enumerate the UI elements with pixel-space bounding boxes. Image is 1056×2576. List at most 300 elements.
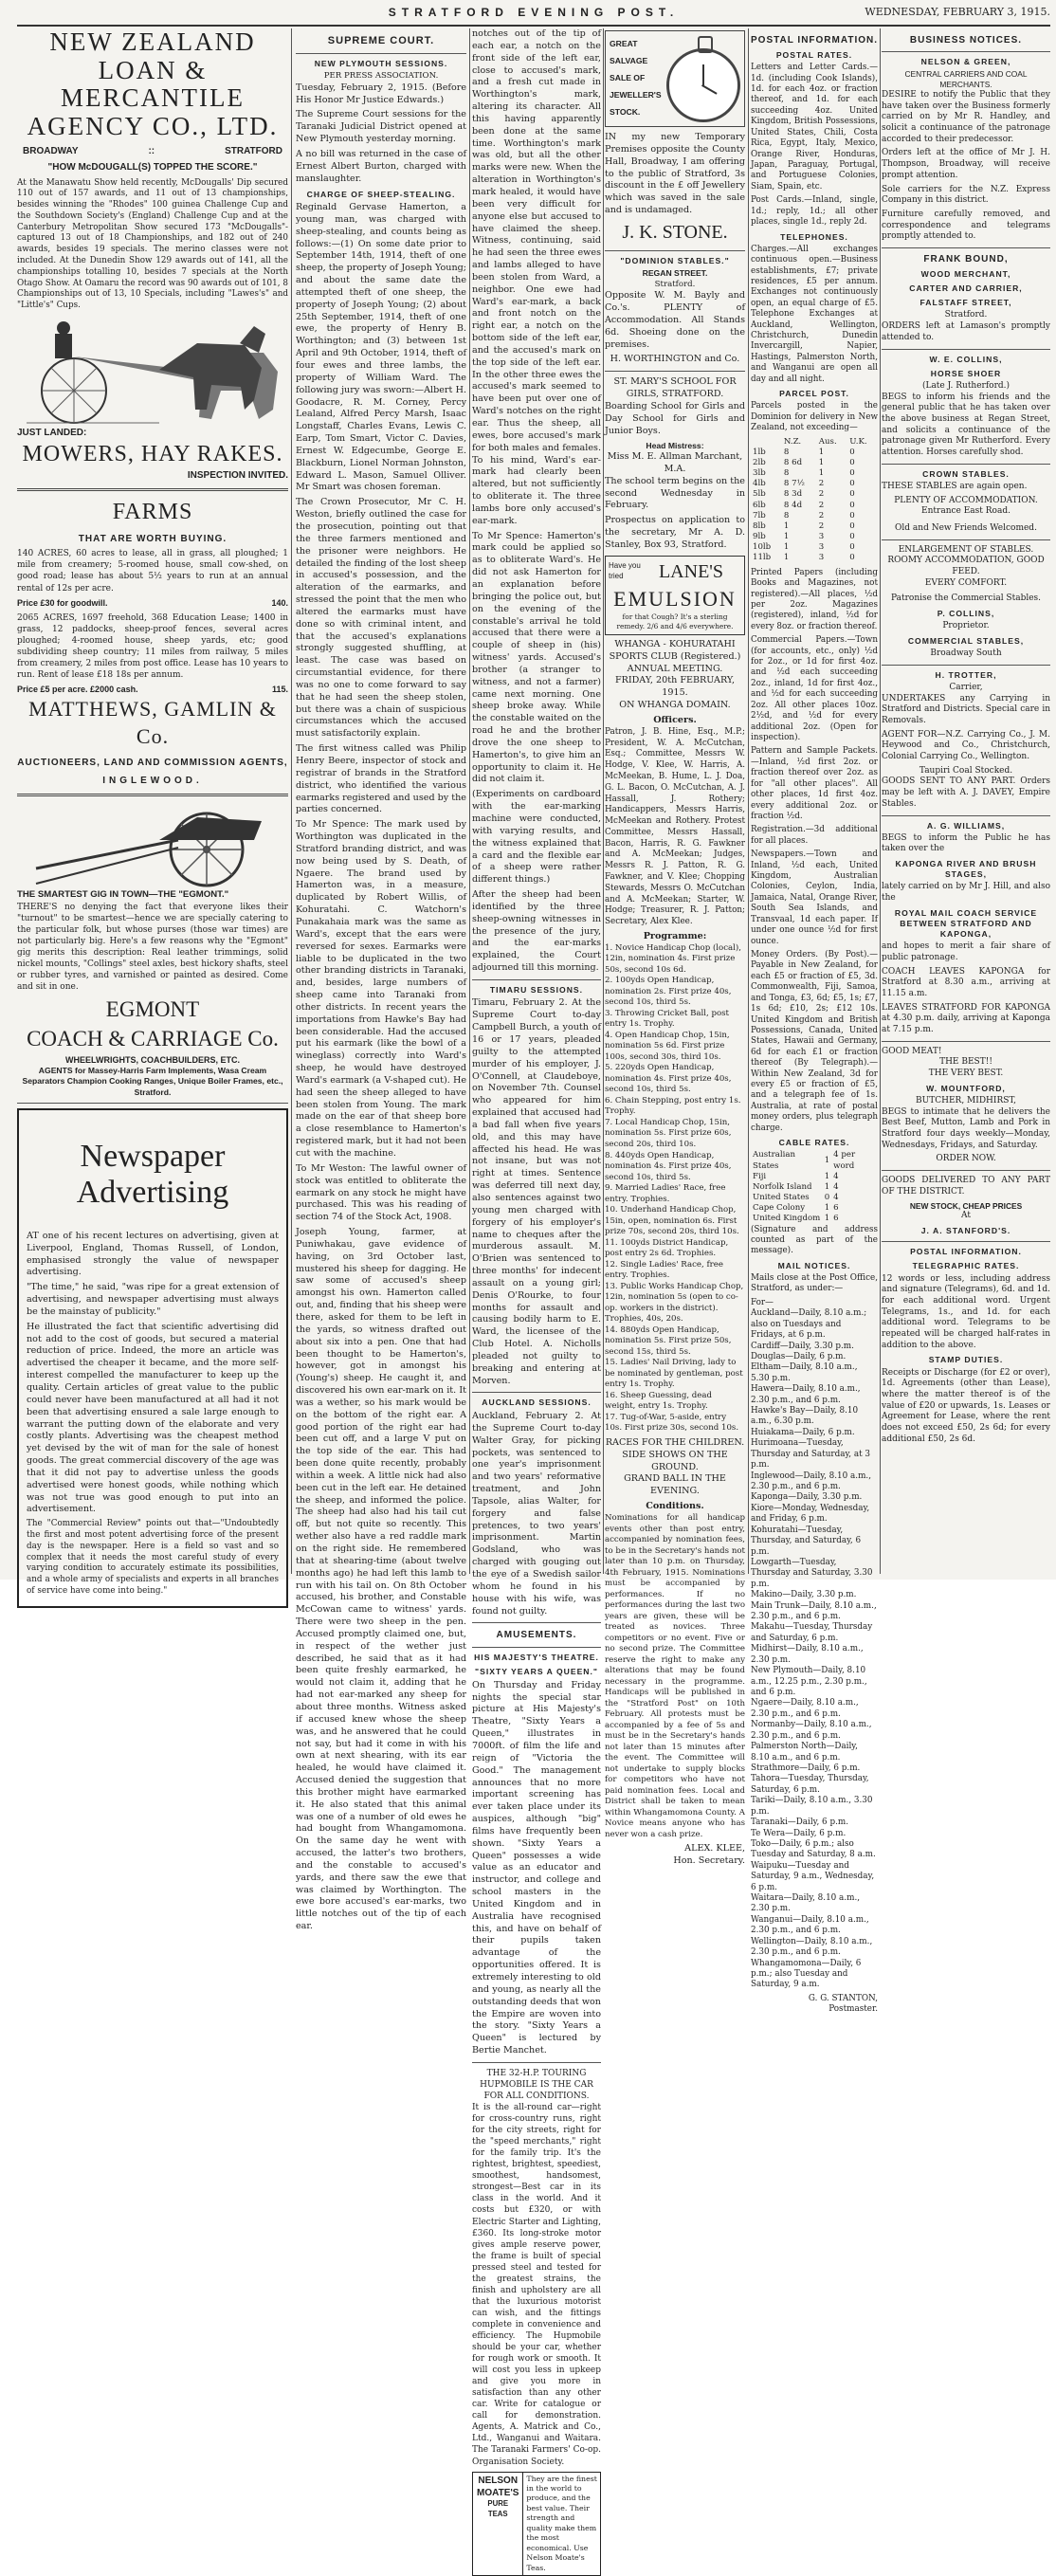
divider xyxy=(882,1241,1050,1242)
parcel-cell: 0 xyxy=(849,479,855,489)
collins-body: BEGS to inform his friends and the general public that he has taken over the above business at Regan Street, and solicits a continuance of the patronage given Mr Rutherford. Every attention. Horses carefully shod. xyxy=(882,392,1050,457)
whanga-club: WHANGA - KOHURATAHI SPORTS CLUB (Registered.) xyxy=(609,638,741,662)
divider xyxy=(17,794,288,796)
divider xyxy=(296,53,466,54)
officers-heading: Officers. xyxy=(653,714,697,725)
nz-quote: "HOW McDOUGALL(S) TOPPED THE SCORE." xyxy=(47,162,258,174)
meeting-domain: ON WHANGA DOMAIN. xyxy=(619,700,731,711)
newspaper-advertising-article xyxy=(17,1108,288,1608)
court-p6: To Mr Spence: The mark used by Worthington was duplicated in the Stratford branding district, and was now being used by S. Death, of Ngaere. The brand used by Hamerton was, in a measure, duplicated by Robert Willis, of Kohuratahi. C. Watchorn's Punakahaia mark was the same as Ward's, except that the ears were reversed for sexes. Earmarks were liable to be duplicated in the two other branding districts in Taranaki, and, besides, large numbers of sheep came into Taranaki from other districts. In recent years the importations from Hawke's Bay had been considerable. Had the accused put his earmark (like the bowl of a wineglass) correctly into Ward's sheep, he would have destroyed Ward's earmark (a V-shaped cut). He had seen the sheep alleged to have been stolen from Young. The mark made on the ear of that sheep bore a close resemblance to Hamerton's registered mark, but it had not been cut with the machine. xyxy=(296,819,466,1159)
auckland-body: Auckland, February 2. At the Supreme Court to-day Walter Gray, for picking pockets, was sentenced to one year's imprisonment and two years' reformative treatment, and John Tapsole, alias Walter, for forgery and false pretences, to two years' imprisonment. Martin Godsland, who was charged with gouging out the eye of a Swedish sailor whom he found in his house with his wife, was found not guilty. xyxy=(472,1411,601,1617)
enlargement: ENLARGEMENT OF STABLES. xyxy=(898,544,1034,555)
programme-event: 17. Tug-of-War, 5-aside, entry 10s. First prize 30s, second 10s. xyxy=(605,1412,739,1434)
parcel-cell: 0 xyxy=(849,542,855,553)
coach-company: COACH & CARRIAGE Co. xyxy=(27,1026,279,1050)
nelson-green: NELSON & GREEN, xyxy=(920,57,1011,66)
nz-title-2: LOAN & MERCANTILE xyxy=(61,55,245,113)
salvage-line-4: JEWELLER'S xyxy=(610,90,662,100)
parcel-cell: 1 xyxy=(818,447,825,457)
pocket-watch-illustration xyxy=(666,35,740,122)
cable-cell: 1 xyxy=(824,1214,830,1224)
annual-meeting: ANNUAL MEETING. xyxy=(627,663,723,674)
programme-list xyxy=(605,943,745,1434)
officers-body: Patron, J. B. Hine, Esq., M.P.; President, W. A. McCutchan, Esq.; Committee, Messrs W. Hodge, V. Klee, W. Harris, A. McMeekan, B. Hume, L. J. Doa, G. L. Bacon, O. McCutchan, A. J. Hassall, J. Rothery; Handicappers, Messrs Harris, McMeekan and Rothery. Protest Committee, Messrs Hassall, Bacon, Harris, R. G. Fawkner and A. McMeekan; Judges, Messrs R. J. Patton, R. G. Fawkner, and V. Klee; Chopping Stewards, Messrs O. McCutchan and A. McMeekan; Starter, W. Hodge; Treasurer, R. J. Patton; Secretary, Alex Klee. xyxy=(605,726,745,927)
divider xyxy=(17,488,288,491)
cable-row xyxy=(751,1150,878,1171)
farm-1-price-row xyxy=(17,597,288,609)
parcel-heading: PARCEL POST. xyxy=(779,389,849,399)
gig-illustration xyxy=(17,802,288,889)
divider xyxy=(882,464,1050,465)
cable-cell: United Kingdom xyxy=(753,1214,821,1224)
entrance-east-road: Entrance East Road. xyxy=(921,506,1010,517)
mail-item: Douglas—Daily, 6 p.m. xyxy=(751,1351,847,1361)
nz-loan-advert xyxy=(17,28,288,483)
parcel-cell: 0 xyxy=(849,457,855,467)
stamp-duties: STAMP DUTIES. xyxy=(928,1355,1004,1365)
divider xyxy=(472,1647,601,1648)
salvage-sale-advert xyxy=(605,30,745,127)
trotter-body: UNDERTAKES any Carrying in Stratford and Districts. Special care in Removals. xyxy=(882,693,1050,725)
nz-title-3: AGENCY CO., LTD. xyxy=(27,112,279,141)
parcel-header-uk: U.K. xyxy=(849,436,867,447)
parcel-cell: 3 xyxy=(818,532,825,542)
sheep-stealing-heading: CHARGE OF SHEEP-STEALING. xyxy=(306,189,456,199)
cable-cell: 4 xyxy=(833,1193,839,1203)
pure-teas: PURE TEAS xyxy=(487,2499,509,2518)
parcel-cell: 2 xyxy=(818,500,825,510)
prospectus: Prospectus on application to the secretary, Mr A. D. Stanley, Box 93, Stratford. xyxy=(605,515,745,550)
farms-subheading: THAT ARE WORTH BUYING. xyxy=(78,534,228,544)
column-divider xyxy=(880,28,881,1574)
parcel-cell: 8 xyxy=(783,468,790,479)
parcel-cell: 2 xyxy=(818,489,825,500)
column-5 xyxy=(751,28,878,2015)
supreme-court-heading: SUPREME COURT. xyxy=(327,35,435,46)
programme-event: 7. Local Handicap Chop, 15in, nomination 5s. First prize 60s, second 20s, third 10s. xyxy=(605,1117,732,1149)
pattern-packets: Pattern and Sample Packets.—Inland, ½d first 2oz. or fraction thereof over 2oz. as for "all other places". All other places, 1d first 4oz. every additional 2oz. or fraction ½d. xyxy=(751,746,878,821)
parcel-cell: 8lb xyxy=(753,521,766,531)
inspection-invited: INSPECTION INVITED. xyxy=(187,470,288,482)
stone-body: IN my new Temporary Premises opposite the County Hall, Broadway, I am offering to the public of Stratford, 3s discount in the £ off Jewellery which was saved in the sale and is undamaged. xyxy=(605,132,745,216)
newspaper-title: STRATFORD EVENING POST. xyxy=(388,6,680,19)
moate-name: MOATE'S xyxy=(477,2487,519,2498)
telephones-body: Charges.—All exchanges continuous open.—Business establishments, £7; private residences, £5 per annum. Exchanges not continuously open, an equal charge of £5. Telephone Exchanges at Auckland, Wellington, Christchurch, Dunedin Invercargill, Napier, Hastings, Palmerston North, and Wanganui are open all day and all night. xyxy=(751,244,878,384)
parcel-row xyxy=(751,542,878,553)
watch-hour-hand xyxy=(702,64,704,85)
at-word: At xyxy=(961,1211,971,1221)
salvage-line-5: STOCK. xyxy=(610,107,641,118)
programme-heading: Programme: xyxy=(643,930,707,941)
programme-event: 6. Chain Stepping, post entry 1s. Trophy. xyxy=(605,1095,741,1117)
horse-shoer: HORSE SHOER xyxy=(930,368,1002,378)
parcel-header-nz: N.Z. xyxy=(783,436,802,447)
mail-item: Tariki—Daily, 8.10 a.m., 3.30 p.m. xyxy=(751,1796,873,1817)
parcel-cell: 0 xyxy=(849,553,855,563)
cable-cell: 4 xyxy=(833,1181,839,1192)
williams-body: BEGS to inform the Public he has taken over the xyxy=(882,832,1050,854)
wood-merchant: WOOD MERCHANT, xyxy=(920,268,1011,279)
adv-paragraph-1: AT one of his recent lectures on advertising, given at Liverpool, England, Thomas Russell, of London, emphasised strongly the value of newspaper advertising. xyxy=(27,1230,279,1278)
mail-item: For— xyxy=(751,1297,774,1307)
boarding-text: Boarding School for Girls and Day School for Girls and Junior Boys. xyxy=(605,401,745,436)
mowers-heading: MOWERS, HAY RAKES. xyxy=(22,442,283,467)
parcel-cell: 8 4d xyxy=(783,500,803,510)
telegraphic-rates: TELEGRAPHIC RATES. xyxy=(912,1261,1020,1271)
money-orders: Money Orders. (By Post).—Payable in New Zealand, for each £5 or fraction of £5, 3d. Commonwealth, Fiji, Samoa, and Tonga, £3, 6d; £5, 1s; £7, 1s 6d; £10, 2s; £12 10s. United Kingdom and British Possessions, Canada, United States, Hawaii and Germany, 6d for each £1 or fraction thereof (By Telegraph).—Within New Zealand, 3d for every £5 or fraction of £5, and a telegraph fee of 1s. Australia, at rate of postal money orders, plus telegraph charge. xyxy=(751,950,878,1133)
cable-cell: United States xyxy=(753,1193,810,1203)
parcel-cell: 7lb xyxy=(753,510,766,521)
parcel-row xyxy=(751,458,878,468)
parcel-cell: 8 3d xyxy=(783,489,803,500)
postmaster-title: Postmaster. xyxy=(828,2004,878,2015)
programme-event: 1. Novice Handicap Chop (local), 12in, nomination 4s. First prize 50s, second 10s 6d. xyxy=(605,942,741,975)
crown-stables: CROWN STABLES. xyxy=(922,468,1010,479)
parcel-cell: 0 xyxy=(849,532,855,542)
parcel-cell: 0 xyxy=(849,468,855,479)
mail-item: Inglewood—Daily, 8.10 a.m., 2.30 p.m., and 6 p.m. xyxy=(751,1471,872,1491)
sixty-years-heading: "SIXTY YEARS A QUEEN." xyxy=(475,1667,598,1677)
plenty-accommodation: PLENTY OF ACCOMMODATION. xyxy=(894,495,1038,505)
salvage-line-3: SALE OF xyxy=(610,73,646,83)
parcel-cell: 1 xyxy=(818,457,825,467)
regan-town: Stratford. xyxy=(654,279,696,289)
mail-item: Kaponga—Daily, 3.30 p.m. xyxy=(751,1492,863,1503)
signature-title: Hon. Secretary. xyxy=(673,1855,745,1867)
goods-sent: GOODS SENT TO ANY PART. Orders may be left with A. J. DAVEY, Empire Stables. xyxy=(882,776,1050,809)
worthington: H. WORTHINGTON and Co. xyxy=(610,354,740,365)
salvage-line-2: SALVAGE xyxy=(610,56,648,66)
nz-address-mid: :: xyxy=(148,145,155,156)
nelson-green-orders: Orders left at the office of Mr J. H. Thompson, Broadway, will receive prompt attention. xyxy=(882,148,1050,180)
court-p7: To Mr Weston: The lawful owner of stock was entitled to obliterate the earmark on any stock he might have purchased. This was his reading of section 74 of the Stock Act, 1908. xyxy=(296,1162,466,1223)
telegraphic-body: 12 words or less, including address and signature (Telegrams), 6d. and 1d. for each additional word. Urgent Telegrams, 1s., and 1d. for each additional word. Telegrams to be repeated will be charged half-rates in addition to the above. xyxy=(882,1273,1050,1350)
parcel-row xyxy=(751,479,878,489)
coach-leaves-kaponga: COACH LEAVES KAPONGA for Stratford at 8.30 a.m., arriving at 11.15 a.m. xyxy=(882,966,1050,999)
programme-event: 8. 440yds Open Handicap, nomination 4s. First prize 40s, second 10s, third 5s. xyxy=(605,1150,732,1182)
parcel-row xyxy=(751,532,878,542)
nelson-moate-advert xyxy=(472,2472,601,2576)
hupmobile-body: It is the all-round car—right for cross-country runs, right for the city streets, right for the "speed merchants," right for the family trip. It's the rightest, brightest, speediest, smoothest, handsomest, strongest—Best car in its class in the world. And it costs but £320, or with Electric Starter and Lighting, £360. Its long-stroke motor gives ample reserve power, the frame is built of special pressed steel and tested for the greatest strains, the finish and upholstery are all that the luxurious motorist can wish, and the fittings complete in convenience and efficiency. The Hupmobile should be your car, whether for rough work or smooth. It will cost you less in upkeep and give you more in satisfaction than any other car. Write for catalogue or call for demonstration. Agents, A. Matrick and Co., Ltd., Wanganui and Waitara. The Taranaki Farmers' Co-op. Organisation Society. xyxy=(472,2103,601,2467)
conditions-body: Nominations for all handicap events other than post entry, accompanied by nomination fees, to be in the Secretary's hands not later than 10 p.m. on Thursday, 4th February, 1915. Nominations must be accompanied by performances. If no performances during the last two years are given, these will be treated as novices. Three competitors or no event. Five or no second prize. The Committee reserve the right to make any alterations that may be found necessary in the programme. Handicaps will be published in the "Stratford Post" on 10th February. All protests must be accompanied by a fee of 5s and must be in the Secretary's hands not later than 15 minutes after the event. The Committee will not undertake to supply blocks for competitors who have not paid nomination fees. Local and District shall be taken to mean within Whangamomona County. A Novice means anyone who has never won a cash prize. xyxy=(605,1512,745,1839)
column-divider xyxy=(469,28,470,1574)
matthews-town: INGLEWOOD. xyxy=(102,776,203,787)
column-divider xyxy=(603,28,604,1574)
parcel-header-aus: Aus. xyxy=(818,436,837,447)
cable-cell: 4 xyxy=(833,1171,839,1181)
meeting-date: FRIDAY, 20th FEBRUARY, 1915. xyxy=(614,675,736,699)
parcel-cell: 8 xyxy=(783,510,790,521)
cable-cell: 0 xyxy=(824,1193,830,1203)
parcel-row xyxy=(751,448,878,458)
trotter-carrier: Carrier, xyxy=(949,682,983,692)
nelson-green-furniture: Furniture carefully removed, and correspondence and telegrams promptly attended to. xyxy=(882,209,1050,242)
sixty-years-body: On Thursday and Friday nights the special star picture at His Majesty's Theatre, "Sixty Years a Queen," illustrates in 7000ft. of film the life and reign of "Victoria the Good." The management announces that no more important screening has ever taken place under its auspices, although "big" films have frequently been shown. "Sixty Years a Queen" possesses a wide value as an educator and instructor, and college and school masters in the United Kingdom and in Australia have recognised this, and have on behalf of their pupils taken advantage of the opportunities offered. It is extremely interesting to old and young, as nearly all the outstanding deeds that won the Empire are woven into the story. "Sixty Years a Queen" is lectured by Bertie Manchet. xyxy=(472,1679,601,2056)
egmont-agents: AGENTS for Massey-Harris Farm Implements, Wasa Cream Separators Champion Cooking Ranges, Unique Boiler Frames, etc., Stratford. xyxy=(22,1065,283,1097)
mail-item: Hurimoana—Tuesday, Thursday and Saturday, at 3 p.m. xyxy=(751,1438,871,1471)
parcel-cell: 1 xyxy=(783,542,790,553)
salvage-sale-text xyxy=(610,35,666,122)
letters-rates: Letters and Letter Cards.—1d. (including Cook Islands), 1d. for each 4oz. or fraction thereof, and 1d. for each succeeding 4oz. United Kingdom, British Possessions, United States, Chili, Costa Rica, Egypt, Italy, Mexico, Orange River, Honduras, Japan, Paraguay, Portugal, and Portuguese Colonies, Siam, Spain, etc. xyxy=(751,63,878,192)
court-p4: The Crown Prosecutor, Mr C. H. Weston, briefly outlined the case for the prosecution, pointing out that the three farmers mentioned and the prisoner were neighbors. He detailed the finding of the lost sheep in accused's possession, and the alteration of the earmarks, and stressed the point that the men who altered the earmarks must have done so with criminal intent, and that the accused's explanations strongly suggested shuffling, at least. The case was based on circumstantial evidence, for there was no one to come forward to say that he had seen the sheep stolen, but there was a chain of suspicious circumstances which the accused must satisfactorily explain. xyxy=(296,497,466,740)
mail-item: Te Wera—Daily, 6 p.m. xyxy=(751,1828,847,1838)
farm-1-desc: 140 ACRES, 60 acres to lease, all in grass, all ploughed; 1 mile from creamery; 5-roomed house, small cow-shed, on good road; lease has about 5½ years to run at an annual rental of 12s per acre. xyxy=(17,549,288,594)
collins-name: W. E. COLLINS, xyxy=(929,354,1003,364)
divider xyxy=(882,247,1050,248)
telephones-heading: TELEPHONES. xyxy=(780,231,848,242)
mail-item: Tahora—Tuesday, Thursday, Saturday, 6 p.m. xyxy=(751,1774,869,1795)
postal-info-2: POSTAL INFORMATION. xyxy=(910,1247,1022,1257)
programme-event: 4. Open Handicap Chop, 15in, nomination 5s 6d. First prize 100s, second 30s, third 10s. xyxy=(605,1030,730,1062)
adv-title-1: Newspaper xyxy=(80,1139,226,1175)
mail-heading: MAIL NOTICES. xyxy=(777,1260,851,1270)
amusements-heading: AMUSEMENTS. xyxy=(496,1630,577,1641)
mountford-body: BEGS to intimate that he delivers the Best Beef, Mutton, Lamb and Pork in Stratford four days weekly—Monday, Wednesdays, Fridays, and Saturday. xyxy=(882,1106,1050,1150)
cable-cell: Cape Colony xyxy=(753,1203,806,1214)
divider xyxy=(882,51,1050,52)
cable-row xyxy=(751,1214,878,1224)
stanton-name: G. G. STANTON, xyxy=(808,1993,878,2003)
emulsion-text: EMULSION xyxy=(613,586,737,611)
cable-cell: 1 xyxy=(824,1181,830,1192)
watch-minute-hand xyxy=(701,84,718,95)
commercial-papers: Commercial Papers.—Town (for accounts, etc., only) ½d for 2oz., or 1d for first 4oz. and ½d each succeeding 2oz., inland, 1d for first 4oz., and ½d for each succeeding 2oz. All other places 10oz. 2½d, and ½d for every additional 2oz. (Open for inspection). xyxy=(751,635,878,742)
column-divider xyxy=(291,28,292,1574)
stamp-body: Receipts or Discharge (for £2 or over), 1d. Agreements (other than Lease), where the matter thereof is of the value of £20 or upwards, 1s. Leases or Agreement for Lease, where the rent does not exceed £50, 2s 6d; for every additional £50, 2s 6d. xyxy=(882,1367,1050,1444)
court-p3: Reginald Gervase Hamerton, a young man, was charged with sheep-stealing, and counts being as follows:—(1) On some date prior to September 14th, 1914, theft of one sheep, the property of Joseph Young; and about the same date the attempted theft of one sheep, the property of Joseph Young; (2) about 25th September, 1914, theft of one ewe, the property of Henry B. Worthington; and (3) between 1st April and 9th October, 1914, theft of four ewes and three lambs, the property of William Ward. The following jury was sworn:—Albert H. Goodacre, R. M. Corney, Percy Lealand, Alfred Percy Marsh, Isaac Longstaff, Charles Evans, Lewis C. Earp, Tom Smart, Victor C. Davies, Ernest W. Edgecumbe, George E. Blackburn, Lionel Norman Johnston, Edward L. Mason, Samuel Olliver. Mr Smart was chosen foreman. xyxy=(296,202,466,493)
egmont-advert xyxy=(17,802,288,1098)
mail-intro: Mails close at the Post Office, Stratford, as under:— xyxy=(751,1272,878,1294)
mail-list xyxy=(751,1298,878,1991)
farm-2-price: Price £5 per acre. £2000 cash. xyxy=(17,684,138,694)
divider xyxy=(882,815,1050,816)
registration: Registration.—3d additional for all places. xyxy=(751,825,878,846)
farm-2-price-row xyxy=(17,684,288,695)
parcel-cell: 9lb xyxy=(753,532,766,542)
salvage-line-1: GREAT xyxy=(610,39,638,48)
goods-delivered: GOODS DELIVERED TO ANY PART OF THE DISTRICT. xyxy=(882,1176,1050,1197)
column-2 xyxy=(296,28,466,1932)
auckland-heading: AUCKLAND SESSIONS. xyxy=(482,1398,592,1408)
timaru-body: Timaru, February 2. At the Supreme Court to-day Campbell Burch, a youth of 16 or 17 years, pleaded guilty to the attempted murder of his employer, J. O'Connell, at Claudeboye, on November 7th. Counsel who appeared for him explained that accused had a bad fall when five years old, and this may have affected his head. He was not insane, but was not right at times. Sentence was deferred till next day, also sentences against two young men charged with forgery of his employer's name to cheques after the murderous assault. M. O'Brien was sentenced to three months' for indecent assault on a young girl; Denis O'Rourke, to four months for assault and causing bodily harm to E. Ward, the licensee of the Club Hotel. A. Nicholls pleaded not guilty to breaking and entering at Morven. xyxy=(472,997,601,1386)
lanes-name: LANE'S xyxy=(658,560,724,582)
programme-event: 15. Ladies' Nail Driving, lady to be nominated by gentleman, post entry 1s. Trophy. xyxy=(605,1358,743,1390)
mistress-heading: Head Mistress: xyxy=(646,440,704,450)
masthead xyxy=(17,6,1050,27)
mail-item: Makino—Daily, 3.30 p.m. xyxy=(751,1590,857,1600)
adv-paragraph-2: "The time," he said, "was ripe for a great extension of advertising, and newspaper advertising must always be the mainstay of publicity." xyxy=(27,1282,279,1317)
cable-row xyxy=(751,1172,878,1182)
cable-cell: 1 xyxy=(824,1155,830,1165)
nelson-moate-brand xyxy=(473,2473,523,2575)
parcel-cell: 2lb xyxy=(753,457,766,467)
divider xyxy=(17,1103,288,1104)
wheelwrights: WHEELWRIGHTS, COACHBUILDERS, ETC. xyxy=(65,1054,240,1065)
divider xyxy=(882,1170,1050,1171)
court-p5: The first witness called was Philip Henry Beere, inspector of stock and registrar of brands in the Stratford district, who identified the various earmarks registered and used by the parties concerned. xyxy=(296,743,466,815)
cable-cell: Australian States xyxy=(753,1150,795,1171)
programme-event: 16. Sheep Guessing, dead weight, entry 1s. Trophy. xyxy=(605,1390,712,1412)
st-marys-heading: ST. MARY'S SCHOOL FOR GIRLS, STRATFORD. xyxy=(613,376,737,400)
lanes-tried: Have you tried xyxy=(609,561,641,581)
signature-name: ALEX. KLEE, xyxy=(684,1843,745,1854)
trotter-agent: AGENT FOR—N.Z. Carrying Co., J. M. Heywood and Co., Christchurch, Colonial Carrying Co., Wellington. xyxy=(882,729,1050,762)
parcel-body: Parcels posted in the Dominion for delivery in New Zealand, not exceeding— xyxy=(751,401,878,433)
parcel-cell: 8 7½ xyxy=(783,479,805,489)
parcel-row xyxy=(751,511,878,521)
frank-bound: FRANK BOUND, xyxy=(923,253,1009,265)
parcel-cell: 1lb xyxy=(753,447,766,457)
every-comfort: EVERY COMFORT. xyxy=(924,577,1008,588)
cable-row xyxy=(751,1203,878,1214)
nz-address-left: BROADWAY xyxy=(23,145,79,156)
parcel-cell: 1 xyxy=(818,468,825,479)
grand-ball: GRAND BALL IN THE EVENING. xyxy=(624,1473,726,1497)
mail-item: Kiore—Monday, Wednesday, and Friday, 6 p.m. xyxy=(751,1503,870,1525)
postal-heading: POSTAL INFORMATION. xyxy=(751,35,878,46)
trotter-name: H. TROTTER, xyxy=(935,669,997,680)
frank-orders: ORDERS left at Lamason's promptly attended to. xyxy=(882,321,1050,342)
court-p2: A no bill was returned in the case of Ernest Albert Burton, charged with manslaughter. xyxy=(296,148,466,184)
nz-title-1: NEW ZEALAND xyxy=(49,27,256,56)
parcel-cell: 0 xyxy=(849,521,855,531)
mail-item: New Plymouth—Daily, 8.10 a.m., 12.25 p.m., 2.30 p.m., and 6 p.m. xyxy=(751,1666,867,1698)
parcel-cell: 0 xyxy=(849,510,855,521)
stone-name: J. K. STONE. xyxy=(622,221,728,243)
watch-icon xyxy=(666,48,740,122)
parcel-cell: 1 xyxy=(783,521,790,531)
races-children: RACES FOR THE CHILDREN. xyxy=(605,1436,745,1448)
school-term: The school term begins on the second Wednesday in February. xyxy=(605,475,745,511)
hupmobile-heading: THE 32-H.P. TOURING HUPMOBILE IS THE CAR FOR ALL CONDITIONS. xyxy=(480,2068,593,2102)
divider xyxy=(472,979,601,980)
business-notices: BUSINESS NOTICES. xyxy=(909,35,1023,46)
mail-item: Makahu—Tuesday, Thursday and Saturday, 6 p.m. xyxy=(751,1622,873,1643)
parcel-table xyxy=(751,437,878,564)
butcher-midhirst: BUTCHER, MIDHIRST, xyxy=(916,1096,1016,1106)
central-carriers: CENTRAL CARRIERS AND COAL MERCHANTS. xyxy=(904,69,1028,90)
mail-item: Hawke's Bay—Daily, 8.10 a.m., 6.30 p.m. xyxy=(751,1406,859,1427)
court-cont-p3: (Experiments on cardboard with the ear-marking machine were conducted, with varying results, and the witness explained that a card and the flexible ear of a sheep were rather different things.) xyxy=(472,789,601,886)
divider xyxy=(605,371,745,372)
programme-event: 13. Public Works Handicap Chop, 12in, nomination 5s (open to co-op. workers in the district). Trophies, 40s, 20s. xyxy=(605,1281,744,1325)
cable-cell: 6 xyxy=(833,1214,839,1224)
cable-cell: Fiji xyxy=(753,1171,767,1181)
programme-event: 5. 220yds Open Handicap, nomination 4s. First prize 40s, second 10s, third 5s. xyxy=(605,1063,732,1095)
mail-item: Lowgarth—Tuesday, Thursday and Saturday, 3.30 p.m. xyxy=(751,1557,873,1589)
programme-event: 10. Underhand Handicap Chop, 15in, open, nomination 6s. First prize 70s, second 20s, third 10s. xyxy=(605,1205,739,1237)
parcel-cell: 8 xyxy=(783,447,790,457)
column-4 xyxy=(605,28,745,1867)
cable-cell: 6 xyxy=(833,1203,839,1214)
proprietor: Proprietor. xyxy=(942,621,990,631)
parcel-cell: 11lb xyxy=(753,553,772,563)
new-stock: NEW STOCK, CHEAP PRICES xyxy=(909,1200,1023,1211)
side-shows: SIDE SHOWS ON THE GROUND. xyxy=(622,1449,728,1472)
late-rutherford: (Late J. Rutherford.) xyxy=(921,380,1010,391)
the-best: THE BEST!! xyxy=(939,1057,992,1068)
court-p8: Joseph Young, farmer, at Puniwhakau, gave evidence of having, on 3rd October last, mustered his sheep for dagging. He saw some of accused's sheep amongst his own. Hamerton called out, and, finding that his sheep were there, asked for them to be left in the yards, so witness drafted out about six into a pen. One that had been thought to be Hamerton's, however, got in amongst his (Young's) sheep. He caught it, and discovered his own ear-mark on it. It was a wether, so his mark would be on the bottom of the right ear. A good portion of the right ear had been cut off, and a large V put on the top side of the ear. This had been done quite recently, probably within a week. A little nick had also been cut in the left ear. He detained the sheep, and informed the police. The sheep had also had his tail cut off, but not quite so recently. This wether also have a red raddle mark on the right side. He remembered that at shearing-time (about twelve months ago) he had left this lamb to run with his tail on. On 8th October accused, his brother, and Constable McCowan came to witness' yards. There were two sheep in the pen. Accused promptly claimed one, but, in respect of the wether just described, he said that as it had been quite freshly earmarked, he would not claim it, adding that he had not ear-marked any sheep for about three months. Witness asked if accused knew whose the sheep was, and he answered that he could not say, but had it come in with his own at next shearing, with its ear healed, he would have claimed it. Accused denied the suggestion that this brother might have earmarked it. He also stated that this animal was one of a number of old ewes he had bought from Whangamomona. On the same day he went with accused, the latter's two brothers, and the constable to accused's yards, and there saw the ewe that was claimed by Worthington. The ewe bore accused's ear-marks, two little notches out of the tip of each ear. xyxy=(296,1227,466,1932)
parcel-cell: 4lb xyxy=(753,479,766,489)
parcel-cell: 3 xyxy=(818,553,825,563)
timaru-heading: TIMARU SESSIONS. xyxy=(489,984,584,995)
farms-heading: FARMS xyxy=(112,499,193,524)
kaponga-body: lately carried on by Mr J. Hill, and also the xyxy=(882,882,1050,904)
parcel-cell: 3 xyxy=(818,542,825,553)
patronise: Patronise the Commercial Stables. xyxy=(890,594,1042,604)
coach-leaves-stratford: LEAVES STRATFORD FOR KAPONGA at 4.30 p.m. daily, arriving at Kaponga at 7.15 p.m. xyxy=(882,1002,1050,1035)
divider xyxy=(882,349,1050,350)
mail-item: Ngaere—Daily, 8.10 a.m., 2.30 p.m., and 6 p.m. xyxy=(751,1698,859,1719)
mail-item: Wellington—Daily, 8.10 a.m., 2.30 p.m., and 6 p.m. xyxy=(751,1936,873,1958)
williams-name: A. G. WILLIAMS, xyxy=(926,820,1006,831)
cable-note: (Signature and address counted as part of the message). xyxy=(751,1224,878,1256)
parcel-row xyxy=(751,501,878,511)
dominion-body: Opposite W. M. Bayly and Co.'s. PLENTY of Accommodation. All Stands 6d. Shoeing done on the premises. xyxy=(605,290,745,350)
column-6 xyxy=(882,28,1050,1574)
cable-table xyxy=(751,1150,878,1224)
parcel-cell: 2 xyxy=(818,510,825,521)
cable-heading: CABLE RATES. xyxy=(778,1138,850,1148)
p-collins: P. COLLINS, xyxy=(937,609,995,619)
mail-item: Auckland—Daily, 8.10 a.m.; also on Tuesdays and Fridays, at 6 p.m. xyxy=(751,1308,867,1341)
court-cont-p2: To Mr Spence: Hamerton's mark could be applied so as to obliterate Ward's. He did not ask Hamerton for an explanation before bringing the police out, but on the evening of the constable's arrival he told accused that there were a couple of sheep in (his) witness' yards. Accused's brother (a stranger to witness, and not a farmer) came next morning. One sheep broke away. While the constable waited on the road he and the brother drove the one sheep to Hamerton's, to give him an opportunity to claim it. He did not claim it. xyxy=(472,530,601,785)
lanes-row xyxy=(609,559,741,585)
parcel-cell: 1 xyxy=(783,532,790,542)
commercial-stables: COMMERCIAL STABLES, xyxy=(907,635,1025,646)
court-cont-p1: notches out of the tip of each ear, a notch on the front side of the left ear, close to accused's mark, and a fresh cut made in Worthington's mark, altering its character. All this having apparently been done at the same time. Worthington's mark was old, but all the other marks were new. When the alteration in Worthington's mark healed, it would have been very difficult for anyone else but accused to have claimed the sheep. Witness, continuing, said he had seen the three ewes and lambs alleged to have been stolen from Ward, a neighbor. One ewe had Ward's ear-mark, a back and front notch on the right ear, a notch on the bottom side of the left ear, and the accused's mark on the top side of the left ear. In the other three ewes the accused's mark seemed to have been put over one of Ward's notches on the right ear. Thus the sheep, all ewes, bore accused's mark for both males and females. To his mind, Ward's ear-mark had clearly been altered, but not sufficiently to obliterate it. The three lambs bore only accused's ear-mark. xyxy=(472,28,601,526)
divider xyxy=(472,2062,601,2063)
mail-item: Eltham—Daily, 8.10 a.m., 5.30 p.m. xyxy=(751,1362,858,1383)
gig-heading: THE SMARTEST GIG IN TOWN—THE "EGMONT." xyxy=(17,888,229,900)
column-1 xyxy=(17,27,288,1596)
column-3 xyxy=(472,28,601,2572)
kaponga-stages: KAPONGA RIVER AND BRUSH STAGES, xyxy=(895,859,1037,880)
mail-item: Waipuku—Tuesday and Saturday, 9 a.m., Wednesday, 6 p.m. xyxy=(751,1860,875,1892)
programme-event: 14. 880yds Open Handicap, nomination 5s. First prize 50s, second 15s, third 5s. xyxy=(605,1325,732,1357)
cable-cell: Norfolk Island xyxy=(753,1181,812,1192)
mail-item: Cardiff—Daily, 3.30 p.m. xyxy=(751,1341,854,1351)
nelson-moate-text: They are the finest in the world to produce, and the best value. Their strength and quality make them the most economical. Use Nelson Moate's Teas. xyxy=(526,2474,597,2572)
parcel-cell: 0 xyxy=(849,447,855,457)
taupiri-coal: Taupiri Coal Stocked. xyxy=(919,765,1013,776)
nz-address xyxy=(23,145,282,157)
stanfords: J. A. STANFORD'S. xyxy=(920,1226,1011,1236)
old-friends: Old and New Friends Welcomed. xyxy=(895,522,1037,533)
mail-item: Waitara—Daily, 8.10 a.m., 2.30 p.m. xyxy=(751,1893,861,1914)
nz-body: At the Manawatu Show held recently, McDougalls' Dip secured 110 out of 157 awards, and 11 out of 13 championships, besides winning the "Rhodes" 100 guinea Challenge Cup and the Southdown Society's (England) Challenge Cup and at the Canterbury Metropolitan Show secured 173 "McDougalls"-captured 13 out of 18 Championships, and 182 out of 240 awards, besides 19 specials. The merino classes were not included. At the Dunedin Show 129 awards out of 141, all the championships totalling 10, besides 7 specials at the North Otago Show. At Oamaru the record was 90 awards out of 101, 8 Championships out of 13, 10 Specials, including "Lawes's" and "Little's" Cups. xyxy=(17,177,288,311)
dominion-stables: "DOMINION STABLES." xyxy=(620,255,730,265)
farms-advert xyxy=(17,497,288,788)
divider xyxy=(882,665,1050,666)
adv-title-2: Advertising xyxy=(76,1174,229,1210)
frank-town: Stratford. xyxy=(944,310,988,320)
postal-rates-heading: POSTAL RATES. xyxy=(775,50,853,60)
np-sessions-heading: NEW PLYMOUTH SESSIONS. xyxy=(314,58,448,68)
nelson-name: NELSON xyxy=(478,2475,519,2486)
conditions-heading: Conditions. xyxy=(646,1501,704,1512)
horse-rake-illustration xyxy=(17,315,288,427)
post-cards-rates: Post Cards.—Inland, single, 1d.; reply, 1d.; all other places, single 1d., reply 2d. xyxy=(751,195,878,228)
royal-body: and hopes to merit a fair share of public patronage. xyxy=(882,941,1050,962)
court-dateline: Tuesday, February 2, 1915. (Before His Honor Mr Justice Edwards.) xyxy=(296,82,466,105)
parcel-cell: 8 6d xyxy=(783,457,803,467)
parcel-header-blank xyxy=(751,437,782,448)
parcel-cell: 2 xyxy=(818,521,825,531)
mail-item: Wanganui—Daily, 8.10 a.m., 2.30 p.m., and 6 p.m. xyxy=(751,1914,869,1936)
order-now: ORDER NOW. xyxy=(936,1154,996,1164)
cable-cell: 1 xyxy=(824,1203,830,1214)
